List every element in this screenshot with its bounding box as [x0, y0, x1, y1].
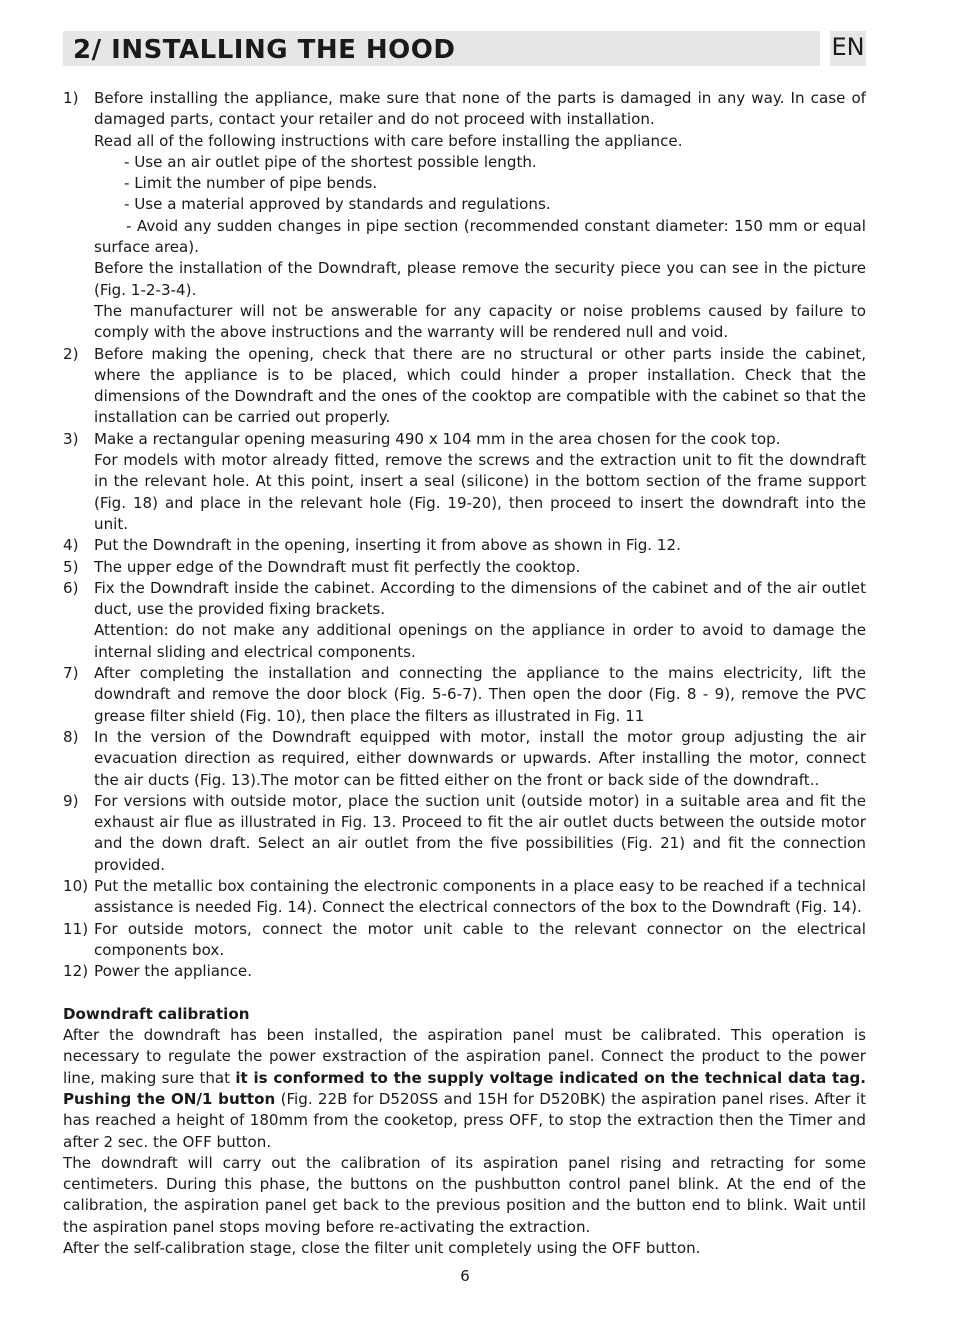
list-item-step-8 — [63, 727, 866, 791]
step-number: 2) — [63, 344, 79, 363]
section-title: 2/ INSTALLING THE HOOD — [73, 35, 456, 65]
calibration-heading: Downdraft calibration — [63, 1004, 250, 1023]
bullet-item-text: - Avoid any sudden changes in pipe section (recommended constant diameter: 150 mm or equal surface area). — [94, 216, 866, 257]
list-item-step-6 — [63, 578, 866, 663]
step-text: Fix the Downdraft inside the cabinet. According to the dimensions of the cabinet and of the air outlet duct, use the provided fixing brackets. — [94, 578, 866, 619]
calibration-text: After the downdraft has been installed, the aspiration panel must be calibrated. This operation is necessary to regulate the power exstraction of the aspiration panel. Connect the product to the power line, making sure that — [63, 1026, 866, 1087]
section-spacer — [63, 982, 866, 1003]
step-number: 12) — [63, 962, 89, 981]
step-text: Before making the opening, check that there are no structural or other parts inside the cabinet, where the appliance is to be placed, which could hinder a proper installation. Check that the dimensions of the Downdraft and the ones of the cooktop are compatible with the cabinet so that the installation can be carried out properly. — [94, 344, 866, 427]
page-number: 6 — [460, 1267, 470, 1285]
calibration-paragraph: After the self-calibration stage, close the filter unit completely using the OFF button. — [63, 1239, 701, 1258]
step-text: Power the appliance. — [94, 962, 252, 981]
step-text: The upper edge of the Downdraft must fit perfectly the cooktop. — [94, 557, 581, 576]
step-number: 7) — [63, 664, 79, 683]
step-text: Before the installation of the Downdraft, please remove the security piece you can see in the picture (Fig. 1-2-3-4). — [94, 259, 866, 299]
step-text: Make a rectangular opening measuring 490 x 104 mm in the area chosen for the cook top. — [94, 429, 781, 448]
calibration-text: (Fig. 22B for D520SS and 15H for D520BK) the aspiration panel rises. After it has reached a height of 180mm from the cooketop, press OFF, to stop the extraction then the Timer and after 2 sec. the OFF button. — [63, 1089, 867, 1151]
step-text: For models with motor already fitted, remove the screws and the extraction unit to fit the downdraft in the relevant hole. At this point, insert a seal (silicone) in the bottom section of the frame support (Fig. 18) and place in the relevant hole (Fig. 19-20), then proceed to insert the downdraft into the unit. — [94, 451, 866, 533]
step-number: 1) — [63, 89, 79, 107]
step-text: For versions with outside motor, place the suction unit (outside motor) in a suitable area and fit the exhaust air flue as illustrated in Fig. 13. Proceed to fit the air outlet ducts between the outside motor and the down draft. Select an air outlet from the five possibilities (Fig. 21) and fit the connection provided. — [94, 791, 866, 874]
section-header-bar — [63, 31, 820, 66]
step-number: 8) — [63, 727, 79, 746]
calibration-paragraph: The downdraft will carry out the calibration of its aspiration panel rising and retracting for some centimeters. During this phase, the buttons on the pushbutton control panel blink. At the end of the calibration, the aspiration panel get back to the previous position and the button end to blink. Wait until the aspiration panel stops moving before re-activating the extraction. — [63, 1153, 866, 1236]
list-item-step-9 — [63, 791, 866, 876]
list-item-step-4 — [63, 535, 866, 556]
list-item-step-10 — [63, 876, 866, 919]
list-item-step-7 — [63, 663, 866, 727]
step-text: In the version of the Downdraft equipped with motor, install the motor group adjusting the air evacuation direction as required, either downwards or upwards. After installing the motor, connect the air ducts (Fig. 13).The motor can be fitted either on the front or back side of the downdraft.. — [94, 727, 866, 789]
step-text: Put the Downdraft in the opening, inserting it from above as shown in Fig. 12. — [94, 536, 681, 555]
language-badge: EN — [830, 31, 866, 66]
step-text: For outside motors, connect the motor unit cable to the relevant connector on the electrical components box. — [94, 919, 866, 959]
step-text: Put the metallic box containing the electronic components in a place easy to be reached if a technical assistance is needed Fig. 14). Connect the electrical connectors of the box to the Downdraft (Fig. 14). — [94, 876, 866, 917]
list-item-step-2 — [63, 344, 866, 429]
step-text: Read all of the following instructions with care before installing the appliance. — [94, 131, 683, 150]
list-item-step-1 — [63, 88, 866, 344]
step-number: 3) — [63, 429, 79, 448]
step-text: Before installing the appliance, make sure that none of the parts is damaged in any way. In case of damaged parts, contact your retailer and do not proceed with installation. — [94, 89, 866, 129]
step-text: The manufacturer will not be answerable for any capacity or noise problems caused by failure to comply with the above instructions and the warranty will be rendered null and void. — [94, 301, 866, 342]
step-number: 4) — [63, 536, 79, 555]
installation-steps-list — [63, 88, 866, 982]
list-item-step-12 — [63, 961, 866, 982]
step-number: 5) — [63, 557, 79, 576]
calibration-bold-text: it is conformed to the supply voltage indicated on the technical data tag. Pushing the ON/1 button — [63, 1068, 866, 1108]
step-number: 9) — [63, 791, 79, 810]
step-number: 10) — [63, 876, 89, 895]
bullet-item-wrapping — [94, 216, 866, 259]
bullet-item: - Use a material approved by standards and regulations. — [124, 195, 551, 214]
list-item-step-3 — [63, 429, 866, 535]
bullet-item: - Limit the number of pipe bends. — [124, 174, 378, 193]
step-text: After completing the installation and connecting the appliance to the mains electricity, lift the downdraft and remove the door block (Fig. 5-6-7). Then open the door (Fig. 8 - 9), remove the PVC grease filter shield (Fig. 10), then place the filters as illustrated in Fig. 11 — [94, 664, 866, 725]
step-number: 11) — [63, 919, 89, 938]
list-item-step-11 — [63, 919, 866, 962]
instructions-body — [63, 88, 866, 1259]
bullet-item: - Use an air outlet pipe of the shortest possible length. — [124, 152, 537, 171]
list-item-step-5 — [63, 557, 866, 578]
step-number: 6) — [63, 578, 79, 597]
step-text: Attention: do not make any additional openings on the appliance in order to avoid to damage the internal sliding and electrical components. — [94, 621, 866, 661]
calibration-paragraph — [63, 1025, 866, 1153]
